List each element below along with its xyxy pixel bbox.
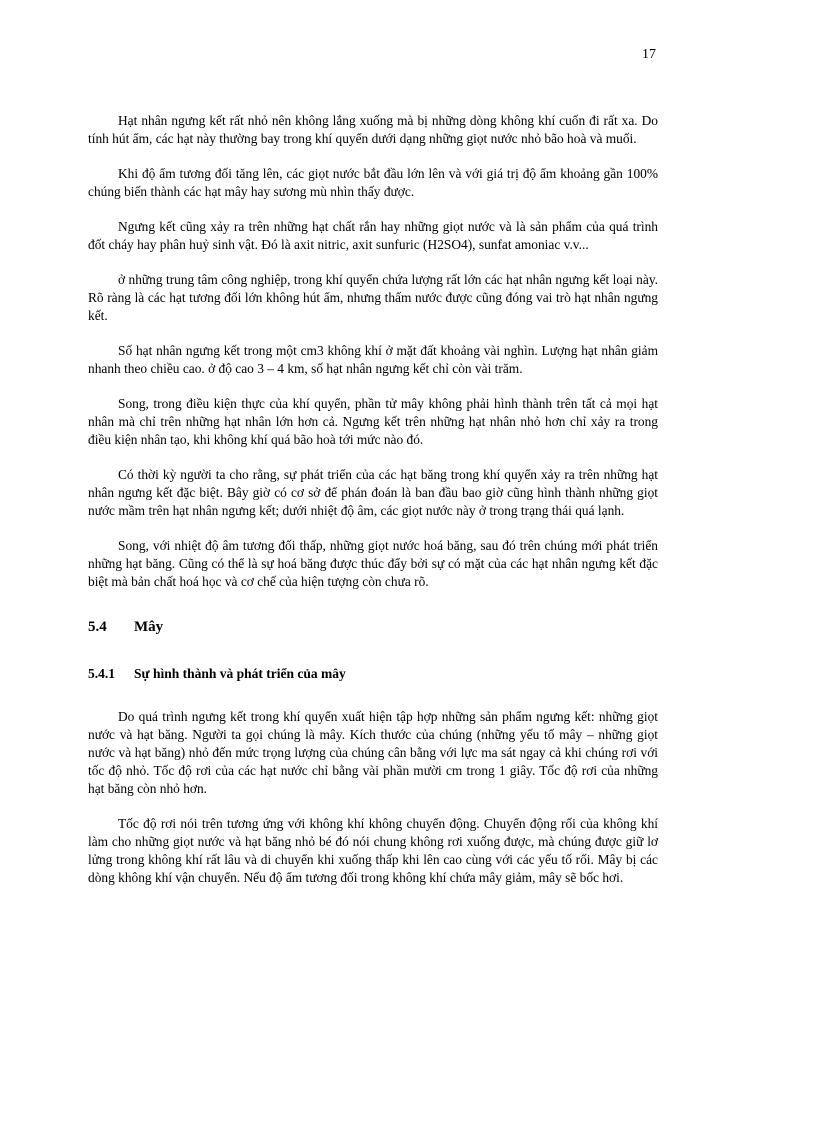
subsection-title: Sự hình thành và phát triển của mây: [134, 666, 346, 681]
paragraph: Có thời kỳ người ta cho rằng, sự phát triển của các hạt băng trong khí quyển xảy ra trên những hạt nhân ngưng kết đặc biệt. Bây giờ có cơ sở để phán đoán là ban đầu bao giờ cũng hình thành những giọt nước mầm trên hạt nhân ngưng kết; dưới nhiệt độ âm, các giọt nước này ở trong trạng thái quá lạnh.: [88, 467, 658, 518]
page-number: 17: [642, 47, 656, 62]
paragraph: Ngưng kết cũng xảy ra trên những hạt chất rắn hay những giọt nước và là sản phẩm của quá trình đốt cháy hay phân huỷ sinh vật. Đó là axit nitric, axit sunfuric (H2SO4), sunfat amoniac v.v...: [88, 219, 658, 252]
paragraph: Tốc độ rơi nói trên tương ứng với không khí không chuyển động. Chuyển động rối của không khí làm cho những giọt nước và hạt băng nhỏ bé đó nói chung không rơi xuống được, mà chúng được giữ lơ lửng trong không khí rất lâu và di chuyển khi xuống thấp khi lên cao cùng với các yếu tố rối. Mây bị các dòng không khí vận chuyển. Nếu độ ẩm tương đối trong không khí chứa mây giảm, mây sẽ bốc hơi.: [88, 816, 658, 885]
document-body: [88, 112, 658, 904]
subsection-number: 5.4.1: [88, 666, 115, 681]
paragraph: Khi độ ẩm tương đối tăng lên, các giọt nước bắt đầu lớn lên và với giá trị độ ẩm khoảng gần 100% chúng biến thành các hạt mây hay sương mù nhìn thấy được.: [88, 166, 658, 199]
section-heading: [88, 619, 658, 636]
section-number: 5.4: [88, 619, 107, 635]
paragraph: ở những trung tâm công nghiệp, trong khí quyển chứa lượng rất lớn các hạt nhân ngưng kết loại này. Rõ ràng là các hạt tương đối lớn không hút ẩm, nhưng thấm nước được cũng đóng vai trò hạt nhân ngưng kết.: [88, 272, 658, 323]
paragraph: Song, với nhiệt độ âm tương đối thấp, những giọt nước hoá băng, sau đó trên chúng mới phát triển những hạt băng. Cũng có thể là sự hoá băng được thúc đẩy bởi sự có mặt của các hạt nhân ngưng kết đặc biệt mà bản chất hoá học và cơ chế của hiện tượng còn chưa rõ.: [88, 538, 658, 589]
paragraph: Song, trong điều kiện thực của khí quyển, phần tử mây không phải hình thành trên tất cả mọi hạt nhân mà chỉ trên những hạt nhân lớn hơn cả. Ngưng kết trên những hạt nhân nhỏ hơn chỉ xảy ra trong điều kiện nhân tạo, khi không khí quá bão hoà tới mức nào đó.: [88, 396, 658, 447]
section-title: Mây: [134, 619, 164, 635]
subsection-heading: [88, 666, 658, 682]
paragraph: Do quá trình ngưng kết trong khí quyển xuất hiện tập hợp những sản phẩm ngưng kết: những giọt nước và hạt băng. Người ta gọi chúng là mây. Kích thước của chúng (những yếu tố mây – những giọt nước và hạt băng) nhỏ đến mức trọng lượng của chúng cân bằng với lực ma sát ngay cả khi chúng rơi với tốc độ nhỏ. Tốc độ rơi của các hạt nước chỉ bằng vài phần mười cm trong 1 giây. Tốc độ rơi của những hạt băng còn nhỏ hơn.: [88, 709, 658, 796]
paragraph: Số hạt nhân ngưng kết trong một cm3 không khí ở mặt đất khoảng vài nghìn. Lượng hạt nhân giảm nhanh theo chiều cao. ở độ cao 3 – 4 km, số hạt nhân ngưng kết chỉ còn vài trăm.: [88, 343, 658, 376]
paragraph: Hạt nhân ngưng kết rất nhỏ nên không lắng xuống mà bị những dòng không khí cuốn đi rất xa. Do tính hút ẩm, các hạt này thường bay trong khí quyển dưới dạng những giọt nước nhỏ bão hoà và muối.: [88, 113, 658, 146]
